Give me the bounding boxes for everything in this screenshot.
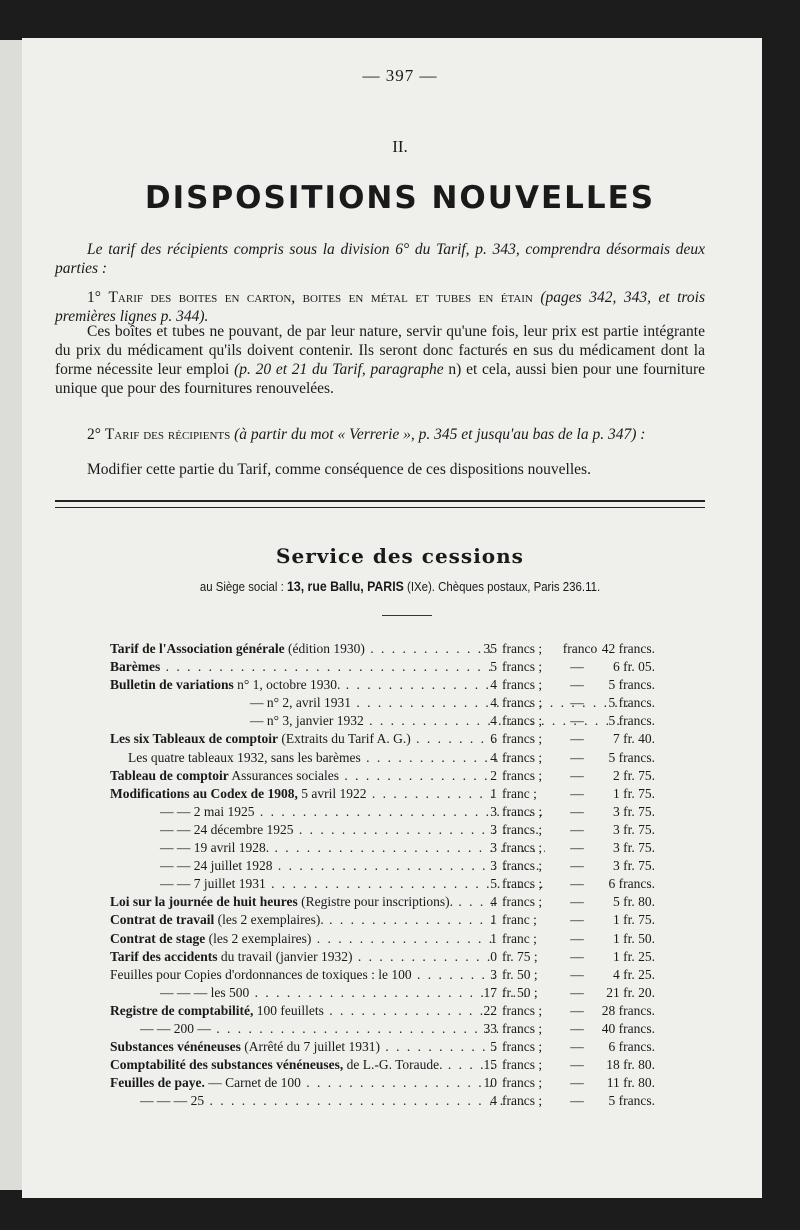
price-item-label: Les quatre tableaux 1932, sans les barèmes . . . <box>110 749 513 767</box>
franco-price: 18 fr. 80. <box>606 1057 655 1073</box>
price-item-label: Barèmes . . . <box>110 658 495 676</box>
price-item-label: — — 24 décembre 1925 . . . <box>110 821 545 839</box>
franco-price: 5 francs. <box>608 713 655 729</box>
franco-price: 1 fr. 75. <box>613 912 655 928</box>
franco-marker: — <box>570 695 584 711</box>
price-item-label: Bulletin de variations n° 1, octobre 1930. . . . <box>110 676 495 694</box>
price-unit: francs ; <box>502 641 543 656</box>
price-row <box>110 640 655 658</box>
price-row <box>110 875 655 893</box>
franco-marker: — <box>570 1093 584 1109</box>
price-unit: francs ; <box>502 767 543 783</box>
franco-price: 40 francs. <box>601 1020 655 1036</box>
price-quantity: 33 <box>483 1020 497 1036</box>
price-unit: francs ; <box>502 876 543 892</box>
price-unit: francs ; <box>502 659 543 675</box>
franco-marker: — <box>570 785 584 801</box>
price-unit: francs ; <box>502 1093 543 1109</box>
franco-marker: — <box>570 876 584 892</box>
franco-price: 7 fr. 40. <box>613 731 655 747</box>
price-row <box>110 1092 655 1110</box>
price-unit: francs ; <box>502 1020 543 1036</box>
price-quantity: 17 <box>483 984 497 1000</box>
price-row <box>110 911 655 929</box>
franco-marker: — <box>570 1039 584 1055</box>
price-item-label: Registre de comptabilité, 100 feuillets . . . <box>110 1002 495 1020</box>
price-unit: francs ; <box>502 731 543 747</box>
price-row <box>110 785 655 803</box>
price-unit: francs ; <box>502 749 543 765</box>
price-row <box>110 930 655 948</box>
divider-rule <box>55 507 705 508</box>
price-unit: francs ; <box>502 1057 543 1073</box>
price-row <box>110 676 655 694</box>
price-quantity: 15 <box>483 1057 497 1073</box>
price-quantity: 6 <box>490 731 497 747</box>
franco-price: 3 fr. 75. <box>613 858 655 874</box>
franco-price: 5 fr. 80. <box>613 894 655 910</box>
price-row <box>110 1020 655 1038</box>
price-unit: fr. 50 ; <box>502 984 538 1000</box>
price-unit: francs ; <box>502 858 543 874</box>
price-quantity: 4 <box>490 1093 497 1109</box>
price-unit: francs ; <box>502 1039 543 1055</box>
price-row <box>110 1038 655 1056</box>
price-unit: francs ; <box>502 840 543 856</box>
item-1-body: Ces boîtes et tubes ne pouvant, de par leur nature, servir qu'une fois, leur prix est partie intégrante du prix du médicament qu'ils doivent contenir. Ils seront donc facturés en sus du médicament dont la forme nécessite leur emploi (p. 20 et 21 du Tarif, paragraphe n) et cela, aussi bien pour une fourniture unique que pour des fournitures renouvelées. <box>55 323 705 397</box>
franco-price: 1 fr. 75. <box>613 785 655 801</box>
price-unit: francs ; <box>502 1075 543 1091</box>
price-row <box>110 658 655 676</box>
price-unit: francs ; <box>502 803 543 819</box>
franco-price: 1 fr. 25. <box>613 948 655 964</box>
price-row <box>110 1002 655 1020</box>
price-quantity: 4 <box>490 677 497 693</box>
franco-price: 6 fr. 05. <box>613 659 655 675</box>
price-row <box>110 803 655 821</box>
price-quantity: 1 <box>490 912 497 928</box>
franco-marker: — <box>570 948 584 964</box>
price-item-label: — — 19 avril 1928. . . . <box>110 839 545 857</box>
franco-price: 6 francs. <box>608 1039 655 1055</box>
price-item-label: Tarif de l'Association générale (édition 1930) . . . <box>110 640 495 658</box>
franco-marker: — <box>570 767 584 783</box>
price-quantity: 0 <box>490 948 497 964</box>
franco-marker: — <box>570 894 584 910</box>
price-quantity: 4 <box>490 894 497 910</box>
price-item-label: Modifications au Codex de 1908, 5 avril 1922 . . . <box>110 785 495 803</box>
price-quantity: 4 <box>490 749 497 765</box>
franco-price: 1 fr. 50. <box>613 930 655 946</box>
price-row <box>110 1056 655 1074</box>
franco-marker: — <box>570 1075 584 1091</box>
franco-price: 2 fr. 75. <box>613 767 655 783</box>
franco-marker: — <box>570 731 584 747</box>
price-unit: francs ; <box>502 713 543 729</box>
price-quantity: 5 <box>490 876 497 892</box>
price-row <box>110 712 655 730</box>
price-item-label: Feuilles de paye. — Carnet de 100 . . . <box>110 1074 495 1092</box>
price-item-label: Comptabilité des substances vénéneuses, de L.-G. Toraude. . . . <box>110 1056 495 1074</box>
price-item-label: — n° 3, janvier 1932 . . . <box>110 712 635 730</box>
price-item-label: — — — les 500 . . . <box>110 984 545 1002</box>
price-unit: francs ; <box>502 1002 543 1018</box>
price-unit: francs ; <box>502 821 543 837</box>
item-2-heading: 2° Tarif des récipients (à partir du mot « Verrerie », p. 345 et jusqu'au bas de la p. 347) : <box>87 426 646 443</box>
price-quantity: 4 <box>490 695 497 711</box>
price-item-label: Loi sur la journée de huit heures (Registre pour inscriptions). . . . <box>110 893 495 911</box>
franco-marker: — <box>570 749 584 765</box>
franco-marker: — <box>570 1057 584 1073</box>
price-unit: francs ; <box>502 677 543 693</box>
franco-marker: — <box>570 659 584 675</box>
franco-marker: — <box>570 930 584 946</box>
page-title: DISPOSITIONS NOUVELLES <box>144 180 656 216</box>
franco-price: 3 fr. 75. <box>613 803 655 819</box>
franco-price: 6 francs. <box>608 876 655 892</box>
franco-price: 5 francs. <box>608 677 655 693</box>
item-2-body: Modifier cette partie du Tarif, comme conséquence de ces dispositions nouvelles. <box>87 461 591 478</box>
franco-price: 3 fr. 75. <box>613 821 655 837</box>
price-item-label: — — — 25 . . . <box>110 1092 525 1110</box>
price-quantity: 3 <box>490 821 497 837</box>
price-item-label: Tableau de comptoir Assurances sociales . . . <box>110 767 495 785</box>
price-quantity: 4 <box>490 713 497 729</box>
price-item-label: — — 2 mai 1925 . . . <box>110 803 545 821</box>
price-row <box>110 839 655 857</box>
franco-marker: — <box>570 1020 584 1036</box>
price-unit: francs ; <box>502 894 543 910</box>
franco-price: 4 fr. 25. <box>613 966 655 982</box>
price-quantity: 3 <box>490 858 497 874</box>
price-item-label: Tarif des accidents du travail (janvier 1932) . . . <box>110 948 495 966</box>
item-1-heading: 1° Tarif des boites en carton, boites en métal et tubes en étain (pages 342, 343, et trois premières lignes p. 344). <box>55 289 705 325</box>
price-item-label: — — 200 — . . . <box>110 1020 525 1038</box>
franco-marker: — <box>570 1002 584 1018</box>
price-row <box>110 821 655 839</box>
franco-price: 5 francs. <box>608 749 655 765</box>
price-row <box>110 1074 655 1092</box>
page-number: — 397 — <box>362 66 438 85</box>
price-quantity: 3 <box>490 840 497 856</box>
price-row <box>110 749 655 767</box>
price-unit: franc ; <box>502 785 537 801</box>
franco-marker: — <box>570 966 584 982</box>
franco-marker: — <box>570 803 584 819</box>
price-quantity: 5 <box>490 1039 497 1055</box>
franco-marker: — <box>570 821 584 837</box>
price-row <box>110 966 655 984</box>
price-item-label: Contrat de stage (les 2 exemplaires) . . . <box>110 930 495 948</box>
franco-marker: — <box>570 840 584 856</box>
price-row <box>110 948 655 966</box>
franco-price: 11 fr. 80. <box>606 1075 655 1091</box>
price-row <box>110 730 655 748</box>
price-item-label: Contrat de travail (les 2 exemplaires). . . . <box>110 911 495 929</box>
price-quantity: 10 <box>483 1075 497 1091</box>
franco-price: 21 fr. 20. <box>606 984 655 1000</box>
price-quantity: 35 <box>483 641 497 656</box>
price-row <box>110 893 655 911</box>
price-unit: francs ; <box>502 695 543 711</box>
franco-price: 3 fr. 75. <box>613 840 655 856</box>
price-row <box>110 984 655 1002</box>
price-quantity: 2 <box>490 767 497 783</box>
price-row <box>110 857 655 875</box>
price-quantity: 1 <box>490 930 497 946</box>
siege-address: au Siège social : 13, rue Ballu, PARIS (IXe). Chèques postaux, Paris 236.11. <box>199 578 601 594</box>
intro-paragraph: Le tarif des récipients compris sous la division 6° du Tarif, p. 343, comprendra désormais deux parties : <box>55 241 705 277</box>
franco-marker: — <box>570 912 584 928</box>
short-divider <box>382 615 432 616</box>
price-item-label: Les six Tableaux de comptoir (Extraits du Tarif A. G.) . . . <box>110 730 495 748</box>
price-row <box>110 694 655 712</box>
price-unit: franc ; <box>502 912 537 928</box>
price-row <box>110 767 655 785</box>
service-title: Service des cessions <box>276 544 524 568</box>
section-number: II. <box>392 137 408 156</box>
price-item-label: — — 7 juillet 1931 . . . <box>110 875 545 893</box>
price-item-label: — n° 2, avril 1931 . . . <box>110 694 635 712</box>
franco-price: 42 francs. <box>601 641 655 656</box>
franco-marker: — <box>570 984 584 1000</box>
price-quantity: 22 <box>483 1002 497 1018</box>
franco-price: 28 francs. <box>601 1002 655 1018</box>
price-quantity: 3 <box>490 966 497 982</box>
franco-marker: franco <box>562 641 598 656</box>
price-item-label: Feuilles pour Copies d'ordonnances de toxiques : le 100 . . . <box>110 966 495 984</box>
price-unit: fr. 50 ; <box>502 966 538 982</box>
price-unit: fr. 75 ; <box>502 948 538 964</box>
divider-rule <box>55 500 705 502</box>
price-item-label: — — 24 juillet 1928 . . . <box>110 857 545 875</box>
franco-price: 5 francs. <box>608 1093 655 1109</box>
price-quantity: 5 <box>490 659 497 675</box>
franco-marker: — <box>570 677 584 693</box>
price-item-label: Substances vénéneuses (Arrêté du 7 juillet 1931) . . . <box>110 1038 495 1056</box>
franco-price: 5 francs. <box>608 695 655 711</box>
price-list <box>110 640 655 1110</box>
price-unit: franc ; <box>502 930 537 946</box>
price-quantity: 1 <box>490 785 497 801</box>
franco-marker: — <box>570 858 584 874</box>
price-quantity: 3 <box>490 803 497 819</box>
franco-marker: — <box>570 713 584 729</box>
